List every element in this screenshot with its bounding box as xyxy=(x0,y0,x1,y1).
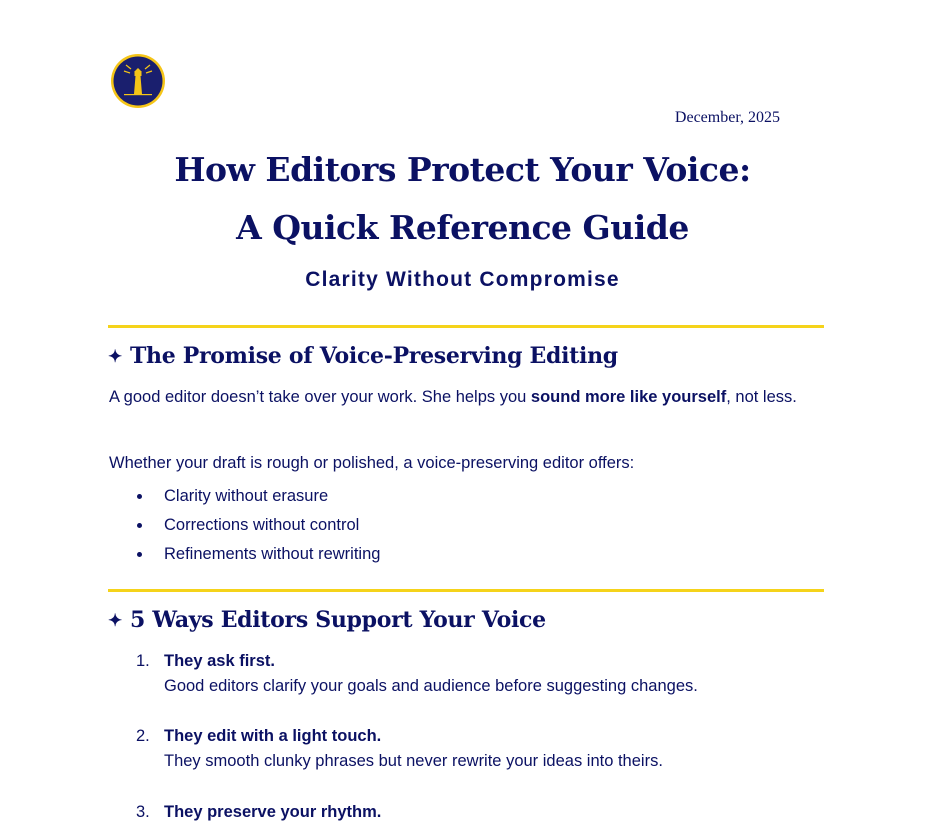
title-line-2: A Quick Reference Guide xyxy=(236,208,689,247)
divider xyxy=(108,589,824,592)
item-body: Good editors clarify your goals and audience before suggesting changes. xyxy=(164,677,698,695)
bullet-icon xyxy=(137,494,142,499)
bullet-icon xyxy=(137,552,142,557)
subtitle: Clarity Without Compromise xyxy=(305,268,620,291)
list-item xyxy=(109,511,380,540)
item-title: They ask first. xyxy=(164,652,275,670)
intro-paragraph xyxy=(109,383,809,412)
lighthouse-logo xyxy=(110,53,166,109)
sparkle-icon: ✦ xyxy=(108,611,122,631)
document-date: December, 2025 xyxy=(674,109,780,126)
item-body: They smooth clunky phrases but never rewrite your ideas into theirs. xyxy=(164,752,663,770)
list-item xyxy=(109,540,380,569)
offers-paragraph: Whether your draft is rough or polished, a voice-preserving editor offers: xyxy=(109,454,635,472)
item-number: 3. xyxy=(136,803,150,821)
title-line-1: How Editors Protect Your Voice: xyxy=(174,150,751,189)
sparkle-icon: ✦ xyxy=(108,347,122,367)
list-item xyxy=(109,482,380,511)
list-item-text: Refinements without rewriting xyxy=(164,545,381,563)
section-heading-ways xyxy=(108,607,546,633)
item-title: They edit with a light touch. xyxy=(164,727,382,745)
bullet-icon xyxy=(137,523,142,528)
item-title: They preserve your rhythm. xyxy=(164,803,382,821)
intro-text: A good editor doesn’t take over your work. She helps you xyxy=(109,388,531,406)
offers-list xyxy=(109,482,380,569)
section-heading-text: The Promise of Voice-Preserving Editing xyxy=(129,343,618,369)
item-number: 1. xyxy=(136,652,150,670)
intro-text-end: , not less. xyxy=(726,388,797,406)
list-item-text: Corrections without control xyxy=(164,516,360,534)
list-item-text: Clarity without erasure xyxy=(164,487,329,505)
intro-emphasis: sound more like yourself xyxy=(530,388,727,406)
section-heading-promise xyxy=(108,343,618,369)
item-number: 2. xyxy=(136,727,150,745)
section-heading-text: 5 Ways Editors Support Your Voice xyxy=(129,607,546,633)
divider xyxy=(108,325,824,328)
